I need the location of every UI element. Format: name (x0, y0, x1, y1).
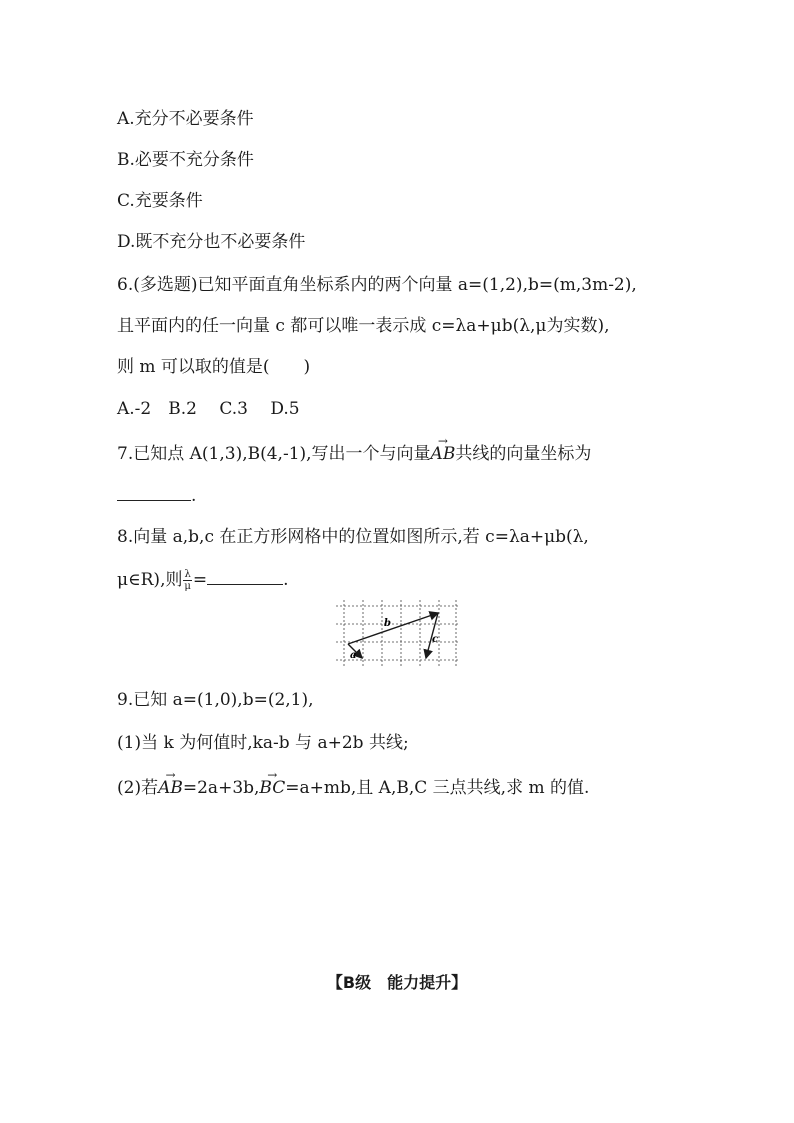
q7-vector-ab: → AB (431, 443, 456, 465)
q7-line2 (117, 482, 196, 507)
q8-frac-den: μ (184, 581, 191, 592)
q8-end: . (283, 570, 289, 590)
q7-suffix: 共线的向量坐标为 (455, 444, 592, 464)
q8-line1: 8.向量 a,b,c 在正方形网格中的位置如图所示,若 c=λa+μb(λ, (117, 527, 589, 547)
q8-fraction (183, 569, 191, 592)
option-c: C.充要条件 (117, 191, 203, 211)
q6-options: A.-2 B.2 C.3 D.5 (117, 399, 300, 419)
q9-vector-bc: → BC (259, 777, 285, 799)
q7-line1 (117, 443, 591, 465)
label-c: c (432, 634, 439, 645)
q9-line3 (117, 777, 589, 799)
q9-line3-suffix: =a+mb,且 A,B,C 三点共线,求 m 的值. (285, 778, 590, 798)
label-a: a (350, 650, 357, 661)
vector-b (348, 613, 438, 644)
option-d: D.既不充分也不必要条件 (117, 232, 306, 252)
q9-line2: (1)当 k 为何值时,ka-b 与 a+2b 共线; (117, 733, 409, 753)
q6-line3: 则 m 可以取的值是( ) (117, 357, 311, 377)
q7-end: . (191, 486, 197, 506)
q8-frac-num: λ (184, 569, 191, 580)
q6-line2: 且平面内的任一向量 c 都可以唯一表示成 c=λa+μb(λ,μ为实数), (117, 316, 610, 336)
q7-answer-blank (117, 482, 191, 501)
q9-line1: 9.已知 a=(1,0),b=(2,1), (117, 690, 314, 710)
q7-prefix: 7.已知点 A(1,3),B(4,-1),写出一个与向量 (117, 444, 431, 464)
q8-line2 (117, 566, 288, 592)
label-b: b (384, 618, 391, 629)
q9-vector-ab: → AB (158, 777, 183, 799)
q8-answer-blank (207, 566, 283, 585)
vector-grid-figure (336, 600, 460, 668)
option-b: B.必要不充分条件 (117, 150, 254, 170)
q9-line3-mid: =2a+3b, (182, 778, 260, 798)
q9-line3-prefix: (2)若 (117, 778, 159, 798)
option-a: A.充分不必要条件 (117, 109, 254, 129)
q8-line2-suffix: = (192, 570, 208, 590)
section-heading-b-level: 【B级 能力提升】 (326, 973, 468, 992)
q6-line1: 6.(多选题)已知平面直角坐标系内的两个向量 a=(1,2),b=(m,3m-2), (117, 275, 637, 295)
q8-line2-prefix: μ∈R),则 (117, 570, 183, 590)
